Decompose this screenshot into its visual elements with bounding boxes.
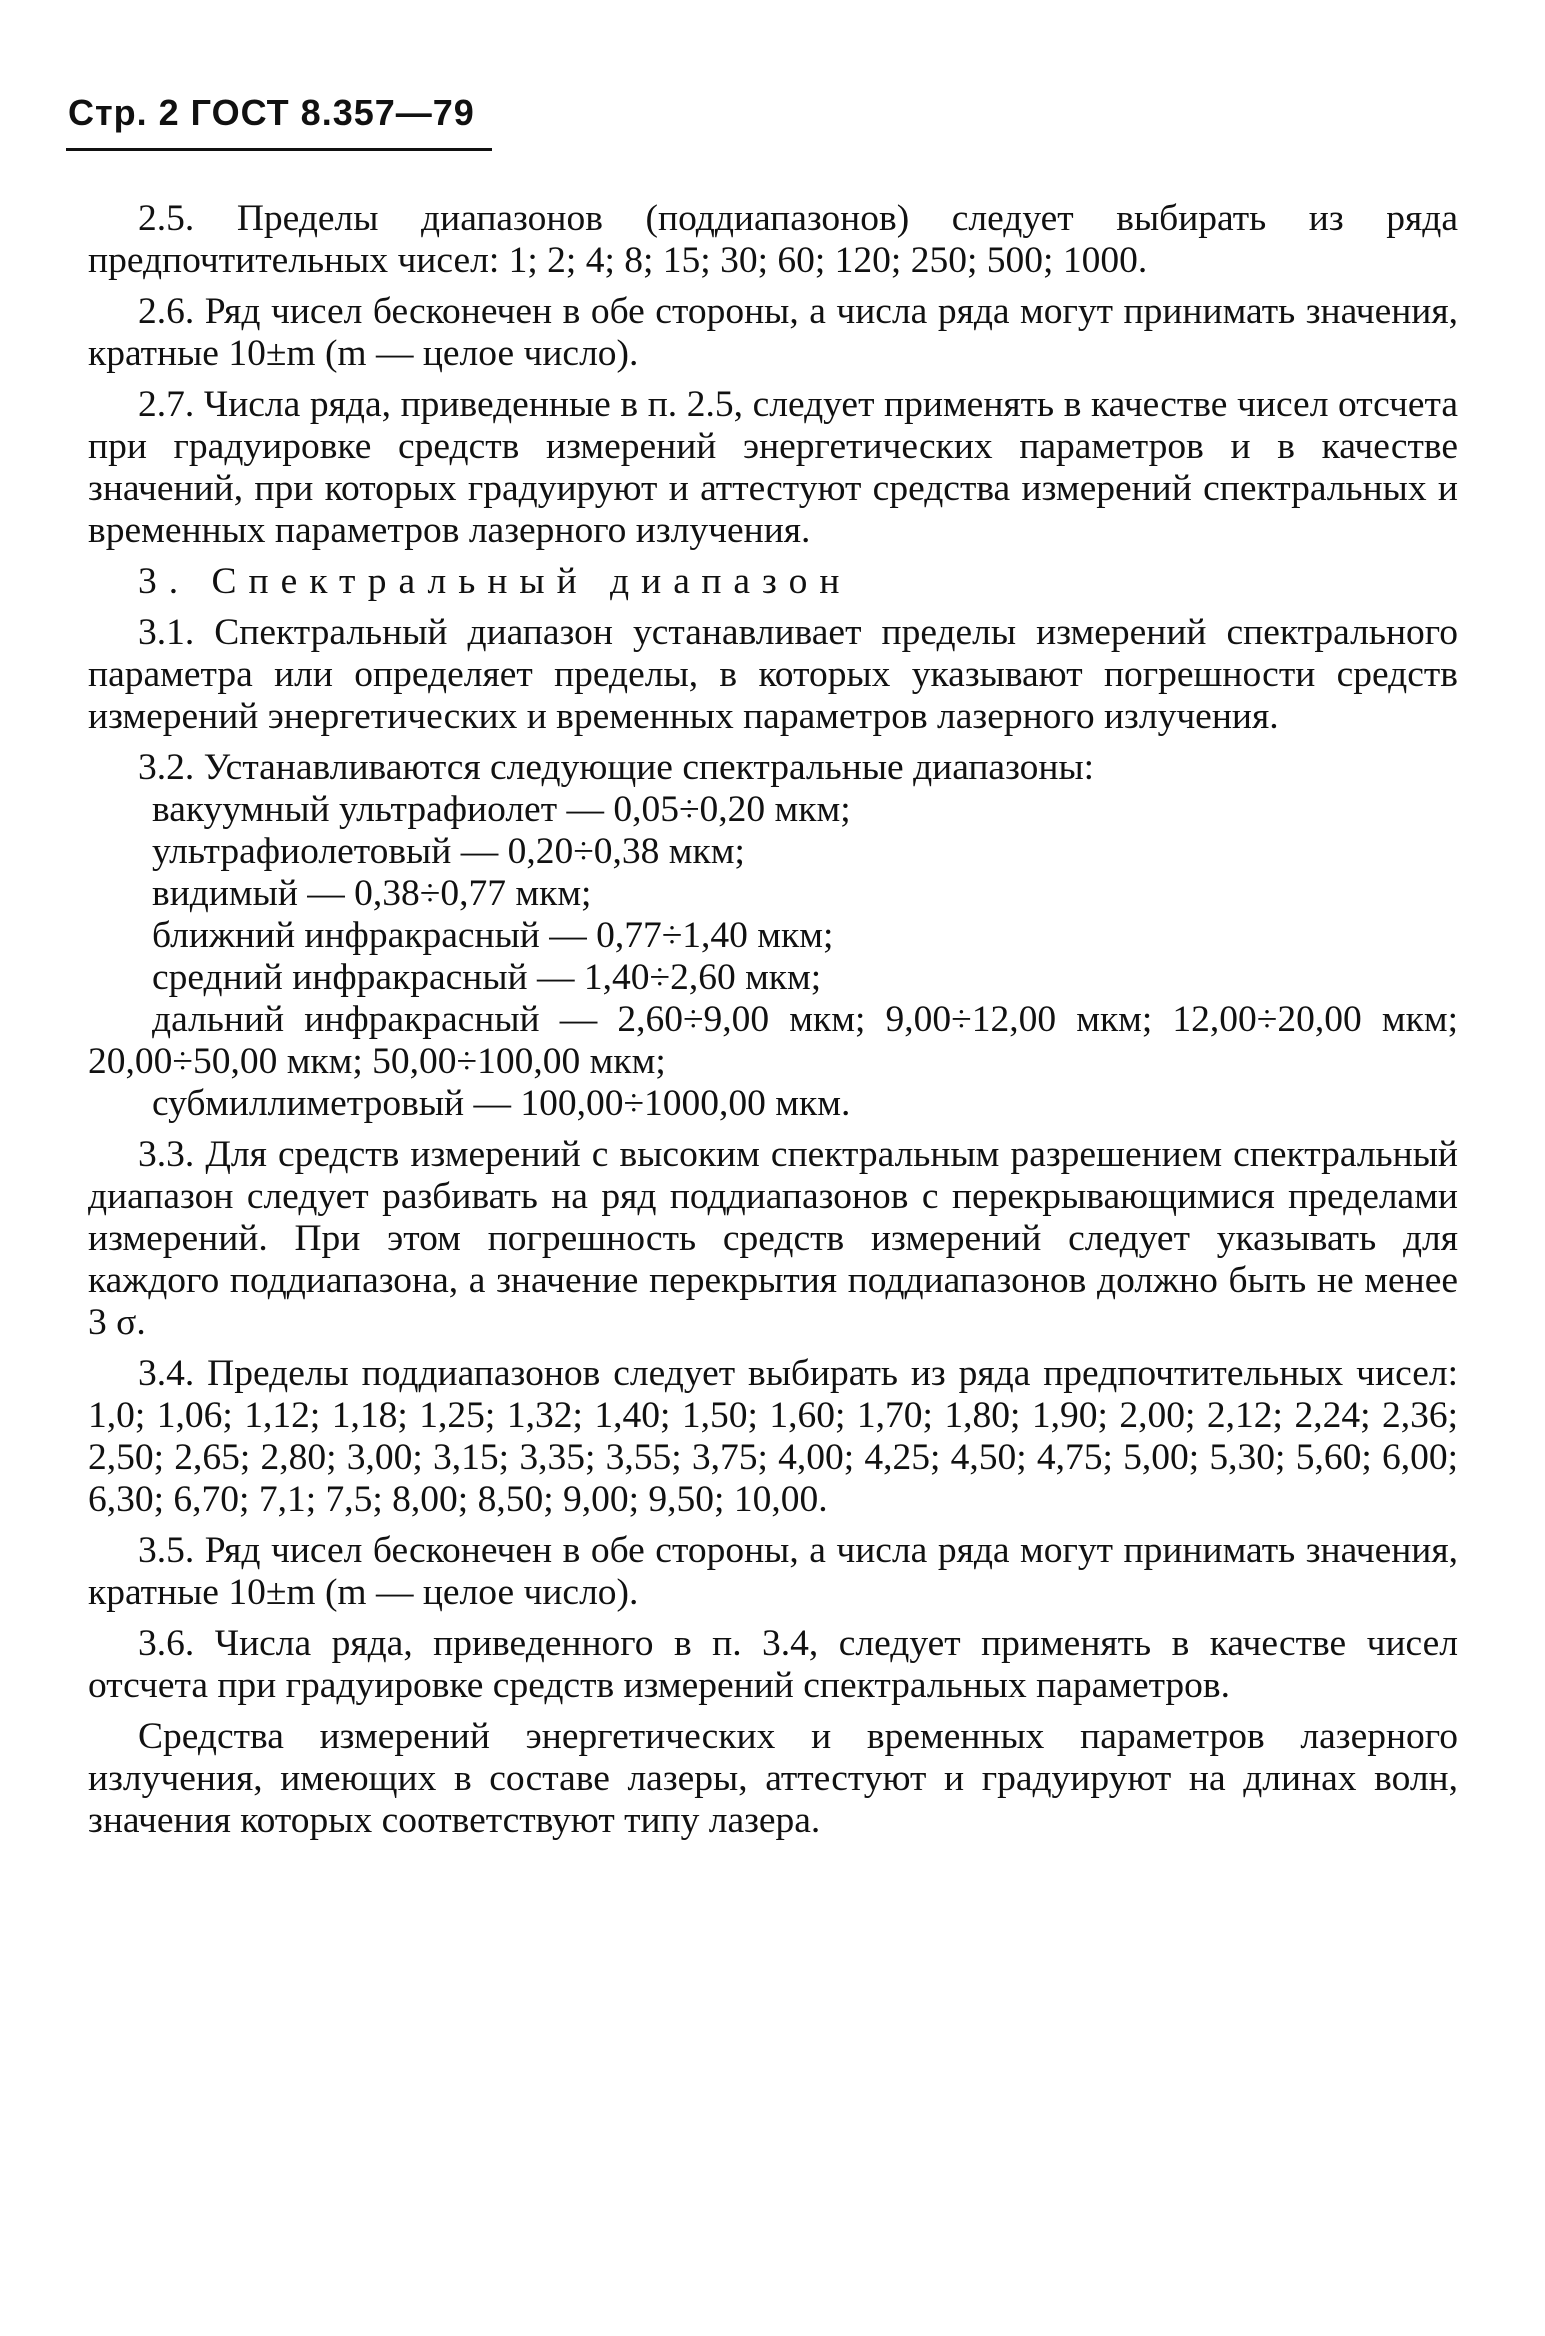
paragraph-3-2 <box>88 747 1458 1125</box>
range-item: видимый — 0,38÷0,77 мкм; <box>152 873 592 914</box>
section-heading-3: 3. Спектральный диапазон <box>138 561 852 602</box>
paragraph-final: Средства измерений энергетических и временных параметров лазерного излучения, имеющих в составе лазеры, аттестуют и градуируют на длинах волн, значения которых соответствуют типу лазера. <box>88 1716 1458 1841</box>
paragraph-2-5: 2.5. Пределы диапазонов (поддиапазонов) следует выбирать из ряда предпочтительных чисел: 1; 2; 4; 8; 15; 30; 60; 120; 250; 500; 1000. <box>88 198 1458 281</box>
paragraph-2-7: 2.7. Числа ряда, приведенные в п. 2.5, следует применять в качестве чисел отсчета при градуировке средств измерений энергетических параметров и в качестве значений, при которых градуируют и аттестуют средства измерений спектральных и временных параметров лазерного излучения. <box>88 384 1458 551</box>
paragraph-3-1: 3.1. Спектральный диапазон устанавливает пределы измерений спектрального параметра или определяет пределы, в которых указывают погрешности средств измерений энергетических и временных параметров лазерного излучения. <box>88 612 1458 737</box>
range-item: субмиллиметровый — 100,00÷1000,00 мкм. <box>152 1083 851 1124</box>
range-item: дальний инфракрасный — 2,60÷9,00 мкм; 9,00÷12,00 мкм; 12,00÷20,00 мкм; 20,00÷50,00 мкм; 50,00÷100,00 мкм; <box>88 999 1458 1082</box>
paragraph-3-5: 3.5. Ряд чисел бесконечен в обе стороны, а числа ряда могут принимать значения, кратные 10±m (m — целое число). <box>88 1530 1458 1613</box>
range-item: вакуумный ультрафиолет — 0,05÷0,20 мкм; <box>152 789 851 830</box>
header-rule <box>66 148 492 151</box>
paragraph-2-6: 2.6. Ряд чисел бесконечен в обе стороны, а числа ряда могут принимать значения, кратные 10±m (m — целое число). <box>88 291 1458 374</box>
document-body <box>88 198 1458 1851</box>
range-item: ультрафиолетовый — 0,20÷0,38 мкм; <box>152 831 745 872</box>
paragraph-3-6: 3.6. Числа ряда, приведенного в п. 3.4, следует применять в качестве чисел отсчета при градуировке средств измерений спектральных параметров. <box>88 1623 1458 1706</box>
paragraph-3-2-intro: 3.2. Устанавливаются следующие спектральные диапазоны: <box>138 747 1095 788</box>
page-header: Стр. 2 ГОСТ 8.357—79 <box>68 92 475 133</box>
paragraph-3-4: 3.4. Пределы поддиапазонов следует выбирать из ряда предпочтительных чисел: 1,0; 1,06; 1,12; 1,18; 1,25; 1,32; 1,40; 1,50; 1,60; 1,70; 1,80; 1,90; 2,00; 2,12; 2,24; 2,36; 2,50; 2,65; 2,80; 3,00; 3,15; 3,35; 3,55; 3,75; 4,00; 4,25; 4,50; 4,75; 5,00; 5,30; 5,60; 6,00; 6,30; 6,70; 7,1; 7,5; 8,00; 8,50; 9,00; 9,50; 10,00. <box>88 1353 1458 1520</box>
range-item: ближний инфракрасный — 0,77÷1,40 мкм; <box>152 915 834 956</box>
paragraph-3-3: 3.3. Для средств измерений с высоким спектральным разрешением спектральный диапазон следует разбивать на ряд поддиапазонов с перекрывающимися пределами измерений. При этом погрешность средств измерений следует указывать для каждого поддиапазона, а значение перекрытия поддиапазонов должно быть не менее 3 σ. <box>88 1134 1458 1343</box>
range-item: средний инфракрасный — 1,40÷2,60 мкм; <box>152 957 822 998</box>
